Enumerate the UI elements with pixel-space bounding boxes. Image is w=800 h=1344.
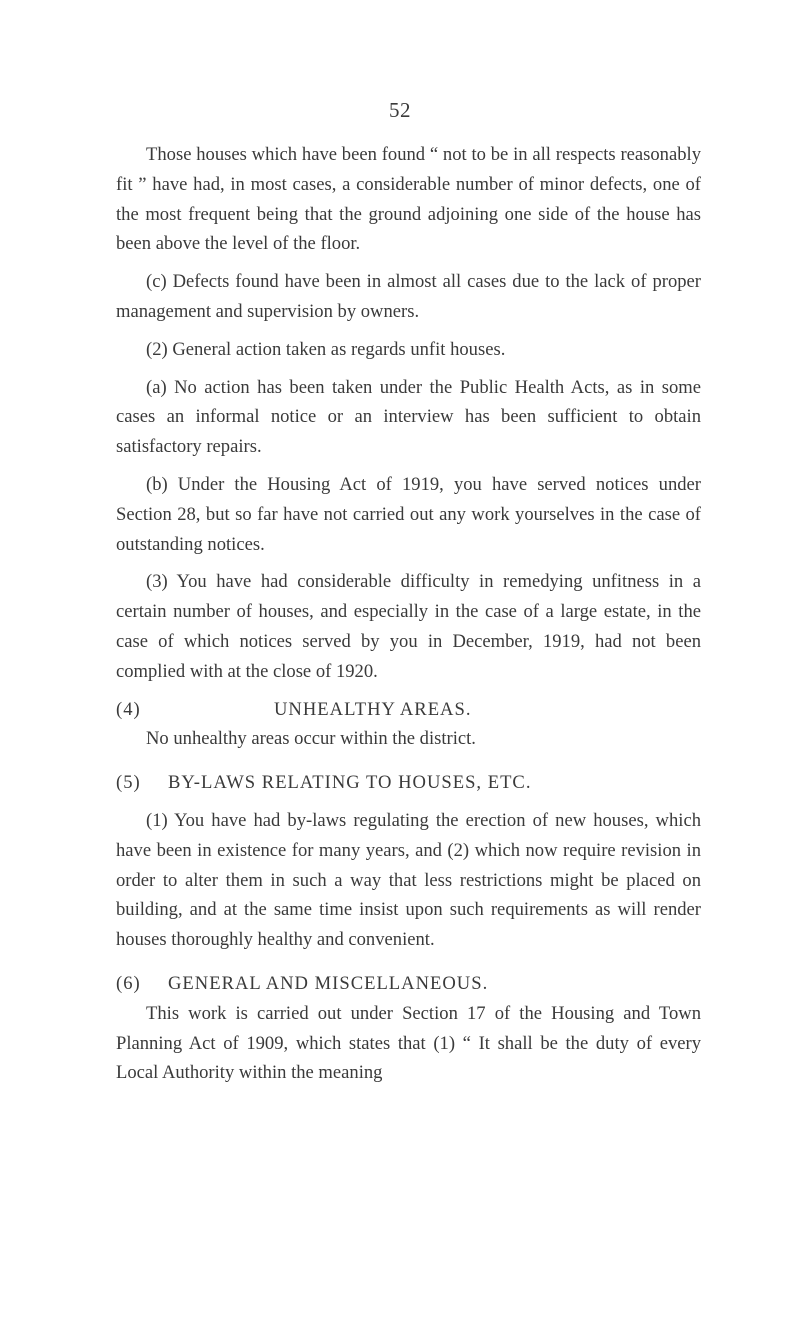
paragraph-unfit-houses-defects: Those houses which have been found “ not to be in all respects reasonably fit ” have had, in most cases, a considerable number of minor defects, one of the most frequent being that the ground adjoining one side of the house has been above the level of the floor.	[116, 144, 701, 255]
heading-title: GENERAL AND MISCELLANEOUS.	[168, 972, 489, 994]
heading-title: UNHEALTHY AREAS.	[274, 698, 472, 720]
page-number: 52	[389, 98, 411, 122]
paragraph-b-housing-act: (b) Under the Housing Act of 1919, you have served notices under Section 28, but so far have not carried out any work yourselves in the case of outstanding notices.	[116, 473, 701, 555]
heading-by-laws	[116, 768, 701, 798]
paragraph-c-defects: (c) Defects found have been in almost all cases due to the lack of proper management and supervision by owners.	[116, 271, 701, 322]
paragraph-section-17: This work is carried out under Section 17 of the Housing and Town Planning Act of 1909, which states that (1) “ It shall be the duty of every Local Authority within the meaning	[116, 1002, 701, 1084]
heading-general-miscellaneous	[116, 969, 701, 999]
heading-number: (4)	[116, 698, 141, 720]
paragraph-a-public-health-acts: (a) No action has been taken under the Public Health Acts, as in some cases an informal notice or an interview has been sufficient to obtain satisfactory repairs.	[116, 376, 701, 458]
heading-number: (5)	[116, 772, 141, 794]
paragraph-2-general-action: (2) General action taken as regards unfit houses.	[146, 338, 506, 360]
paragraph-no-unhealthy-areas: No unhealthy areas occur within the district.	[146, 728, 476, 750]
heading-unhealthy-areas	[116, 695, 701, 725]
paragraph-by-laws-revision: (1) You have had by-laws regulating the erection of new houses, which have been in existence for many years, and (2) which now require revision in order to alter them in such a way that less restrictions might be placed on building, and at the same time insist upon such requirements as will render houses thoroughly healthy and convenient.	[116, 809, 701, 951]
heading-title: BY-LAWS RELATING TO HOUSES, ETC.	[168, 772, 532, 794]
body-text	[116, 140, 701, 1088]
paragraph-3-difficulty: (3) You have had considerable difficulty in remedying unfitness in a certain number of houses, and especially in the case of a large estate, in the case of which notices served by you in December, 1919, had not been complied with at the close of 1920.	[116, 571, 701, 682]
heading-number: (6)	[116, 972, 141, 994]
